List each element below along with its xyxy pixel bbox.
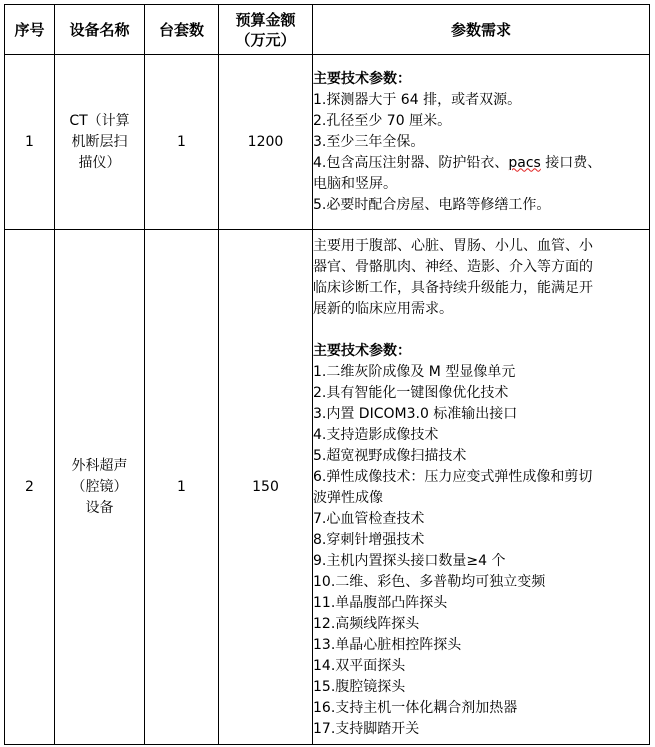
paragraph-gap [313,320,649,341]
row2-param-item: 16.支持主机一体化耦合剂加热器 [313,700,518,716]
row2-intro-line: 临床诊断工作，具备持续升级能力，能满足开 [313,280,593,296]
row2-quantity: 1 [145,230,219,745]
row2-name-line: 外科超声 [71,457,128,474]
row2-param-item: 4.支持造影成像技术 [313,427,439,443]
header-device-name: 设备名称 [55,5,145,55]
row1-parameters [313,55,650,230]
row2-parameters [313,230,650,745]
row2-param-item: 2.具有智能化一键图像优化技术 [313,385,509,401]
row1-param-item-text: 4.包含高压注射器、防护铅衣、 [313,154,509,171]
row2-param-item: 8.穿刺针增强技术 [313,532,425,548]
row1-index: 1 [5,55,55,230]
row1-name-line: 机断层扫 [71,133,128,150]
row1-param-item: 3.至少三年全保。 [313,133,425,150]
row1-param-item [313,153,649,174]
row2-intro-line: 展新的临床应用需求。 [313,301,453,317]
row1-name-line: CT（计算 [69,112,130,129]
row1-device-name [55,55,145,230]
row2-budget: 150 [219,230,313,745]
table-row [5,55,650,230]
row1-params-heading: 主要技术参数： [313,70,411,87]
equipment-spec-table [4,4,650,745]
row1-quantity: 1 [145,55,219,230]
header-parameters: 参数需求 [313,5,650,55]
row1-param-item: 1.探测器大于 64 排，或者双源。 [313,91,522,108]
row1-param-item: 电脑和竖屏。 [313,175,397,192]
header-budget [219,5,313,55]
row2-param-item: 15.腹腔镜探头 [313,679,406,695]
row2-device-name [55,230,145,745]
row2-param-item: 17.支持脚踏开关 [313,721,420,737]
header-budget-unit: （万元） [235,30,296,49]
row2-param-item: 6.弹性成像技术：压力应变式弹性成像和剪切 [313,469,593,485]
row1-budget: 1200 [219,55,313,230]
table-row [5,230,650,745]
row2-name-line: 设备 [85,499,114,516]
row2-param-item: 7.心血管检查技术 [313,511,425,527]
header-quantity: 台套数 [145,5,219,55]
header-index: 序号 [5,5,55,55]
row2-param-item: 1.二维灰阶成像及 M 型显像单元 [313,364,516,380]
row2-name-line: （腔镜） [71,478,128,495]
row2-intro-line: 器官、骨骼肌肉、神经、造影、介入等方面的 [313,259,593,275]
row1-param-item: 5.必要时配合房屋、电路等修缮工作。 [313,196,551,213]
header-budget-label: 预算金额 [235,10,296,29]
row2-params-heading: 主要技术参数： [313,343,411,359]
row2-param-item: 9.主机内置探头接口数量≥4 个 [313,553,506,569]
spellcheck-flagged-word: pacs [508,154,541,171]
row2-param-item: 14.双平面探头 [313,658,406,674]
row1-param-item: 2.孔径至少 70 厘米。 [313,112,452,129]
header-row [5,5,650,55]
row2-param-item: 13.单晶心脏相控阵探头 [313,637,462,653]
row2-param-item: 3.内置 DICOM3.0 标准输出接口 [313,406,518,422]
row1-param-item-text: 接口费、 [540,154,602,171]
row1-name-line: 描仪） [78,154,121,171]
row2-param-item: 12.高频线阵探头 [313,616,420,632]
row2-param-item: 波弹性成像 [313,490,383,506]
row2-param-item: 5.超宽视野成像扫描技术 [313,448,467,464]
row2-param-item: 11.单晶腹部凸阵探头 [313,595,448,611]
row2-param-item: 10.二维、彩色、多普勒均可独立变频 [313,574,546,590]
row2-intro-line: 主要用于腹部、心脏、胃肠、小儿、血管、小 [313,238,593,254]
row2-index: 2 [5,230,55,745]
